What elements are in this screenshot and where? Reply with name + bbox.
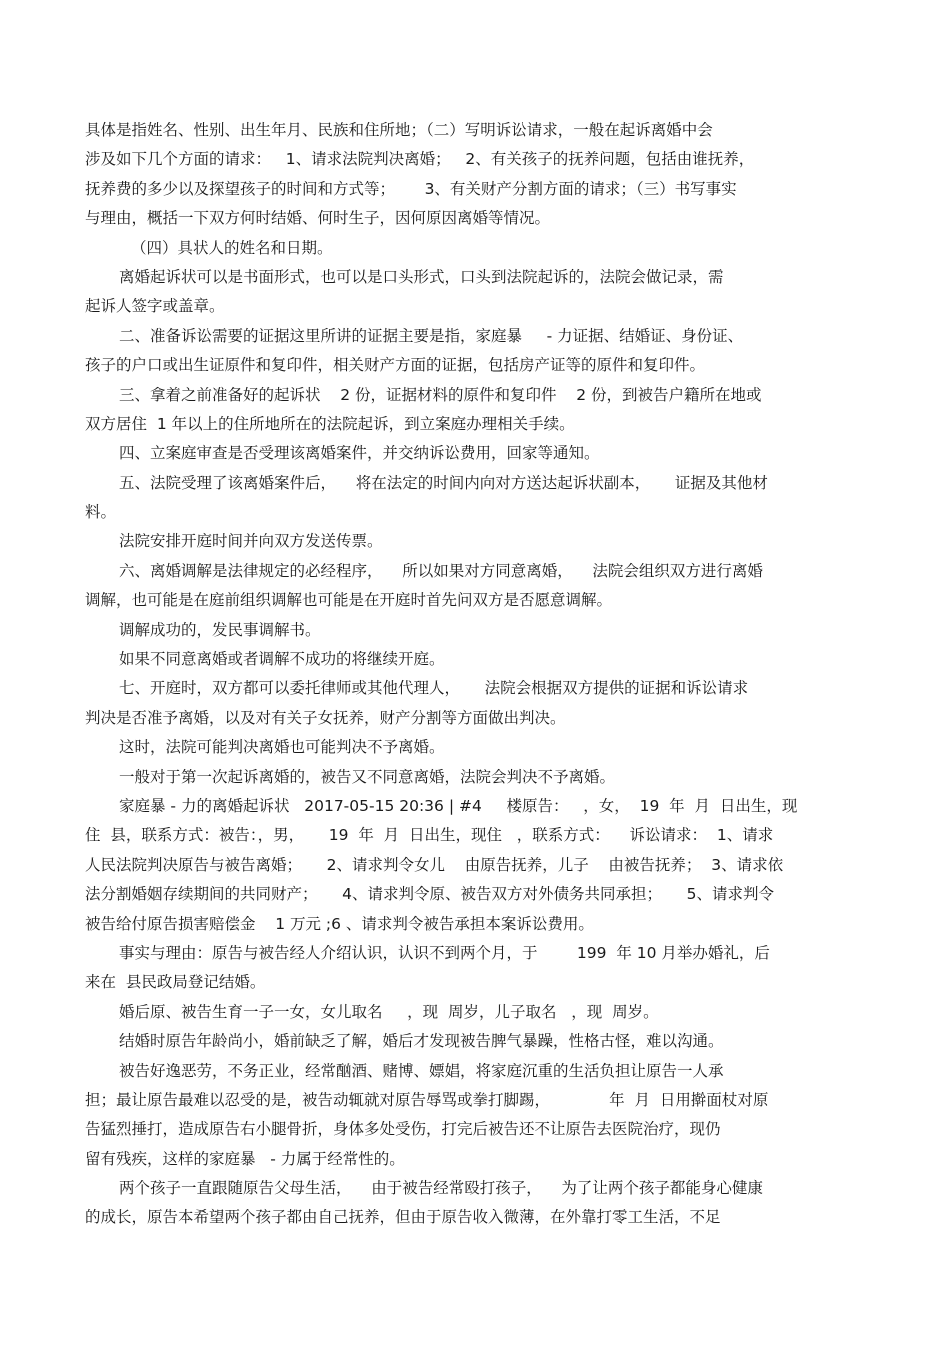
text-line: 调解成功的，发民事调解书。 [119,620,321,639]
text-line: 双方居住 1 年以上的住所地所在的法院起诉，到立案庭办理相关手续。 [85,414,575,433]
text-line: 留有残疾，这样的家庭暴 - 力属于经常性的。 [85,1149,405,1168]
text-line: 法分割婚姻存续期间的共同财产； 4、请求判令原、被告双方对外债务共同承担； 5、请求判令 [85,885,774,904]
text-line: 具体是指姓名、性别、出生年月、民族和住所地；（二）写明诉讼请求，一般在起诉离婚中会 [85,121,713,139]
text-line: 告猛烈捶打，造成原告右小腿骨折，身体多处受伤，打完后被告还不让原告去医院治疗，现仍 [85,1120,721,1139]
document-body [85,116,865,1233]
text-line: 如果不同意离婚或者调解不成功的将继续开庭。 [119,650,445,669]
text-line: 判决是否准予离婚，以及对有关子女抚养，财产分割等方面做出判决。 [85,708,566,727]
text-line: 事实与理由：原告与被告经人介绍认识，认识不到两个月，于 199 年 10 月举办婚礼，后 [119,943,770,962]
text-line: 调解，也可能是在庭前组织调解也可能是在开庭时首先问双方是否愿意调解。 [85,591,613,610]
text-line: 住 县，联系方式：被告：，男， 19 年 月 日出生，现住 ，联系方式： 诉讼请求： 1、请求 [85,826,774,845]
text-line: （四）具状人的姓名和日期。 [131,238,333,257]
text-line: 家庭暴 - 力的离婚起诉状 2017-05-15 20:36 | #4 楼原告： ，女， 19 年 月 日出生，现 [119,796,798,815]
text-line: 两个孩子一直跟随原告父母生活， 由于被告经常殴打孩子， 为了让两个孩子都能身心健康 [119,1179,763,1198]
text-line: 人民法院判决原告与被告离婚； 2、请求判令女儿 由原告抚养，儿子 由被告抚养； 3、请求依 [85,855,784,874]
text-line: 抚养费的多少以及探望孩子的时间和方式等； 3、有关财产分割方面的请求；（三）书写事实 [85,179,737,198]
text-line: 的成长，原告本希望两个孩子都由自己抚养，但由于原告收入微薄，在外靠打零工生活，不足 [85,1208,721,1227]
text-line: 三、拿着之前准备好的起诉状 2 份，证据材料的原件和复印件 2 份，到被告户籍所在地或 [119,385,762,404]
text-line: 被告给付原告损害赔偿金 1 万元 ;6 、请求判令被告承担本案诉讼费用。 [85,914,594,933]
text-line: 起诉人签字或盖章。 [85,297,225,316]
text-line: 这时，法院可能判决离婚也可能判决不予离婚。 [119,738,445,757]
text-line: 结婚时原告年龄尚小，婚前缺乏了解，婚后才发现被告脾气暴躁，性格古怪，难以沟通。 [119,1032,724,1051]
text-line: 法院安排开庭时间并向双方发送传票。 [119,532,383,551]
text-line: 四、立案庭审查是否受理该离婚案件，并交纳诉讼费用，回家等通知。 [119,444,600,463]
text-line: 离婚起诉状可以是书面形式，也可以是口头形式，口头到法院起诉的，法院会做记录，需 [119,267,724,286]
text-line: 涉及如下几个方面的请求： 1、请求法院判决离婚； 2、有关孩子的抚养问题，包括由谁抚养， [85,150,755,169]
text-line: 与理由，概括一下双方何时结婚、何时生子，因何原因离婚等情况。 [85,209,551,228]
text-line: 一般对于第一次起诉离婚的，被告又不同意离婚，法院会判决不予离婚。 [119,767,616,786]
text-line: 料。 [85,503,117,522]
text-line: 孩子的户口或出生证原件和复印件，相关财产方面的证据，包括房产证等的原件和复印件。 [85,356,706,375]
text-line: 七、开庭时，双方都可以委托律师或其他代理人， 法院会根据双方提供的证据和诉讼请求 [119,679,749,698]
text-line: 担；最让原告最难以忍受的是，被告动辄就对原告辱骂或拳打脚踢， 年 月 日用擀面杖对原 [85,1090,769,1109]
text-line: 六、离婚调解是法律规定的必经程序， 所以如果对方同意离婚， 法院会组织双方进行离婚 [119,561,763,580]
text-line: 被告好逸恶劳，不务正业，经常酗酒、赌博、嫖娼，将家庭沉重的生活负担让原告一人承 [119,1061,724,1080]
text-line: 五、法院受理了该离婚案件后， 将在法定的时间内向对方送达起诉状副本， 证据及其他材 [119,473,768,492]
text-line: 二、准备诉讼需要的证据这里所讲的证据主要是指，家庭暴 - 力证据、结婚证、身份证、 [119,326,744,345]
text-line: 婚后原、被告生育一子一女，女儿取名 ，现 周岁，儿子取名 ，现 周岁。 [119,1002,659,1021]
text-line: 来在 县民政局登记结婚。 [85,973,266,992]
